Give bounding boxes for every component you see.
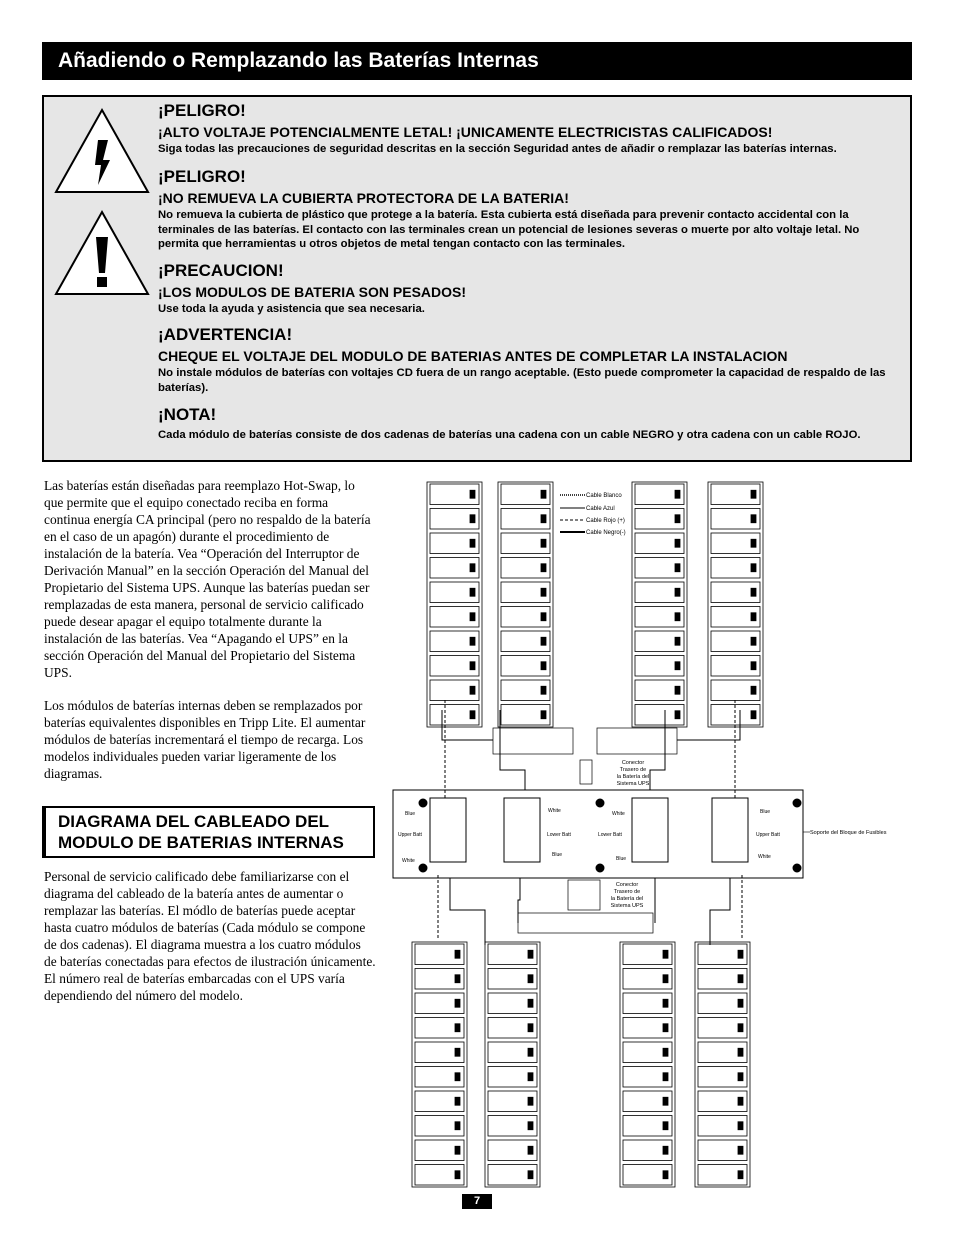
battery-terminal xyxy=(751,613,756,621)
battery-terminal xyxy=(738,1024,743,1032)
battery-terminal xyxy=(455,1097,460,1105)
battery-terminal xyxy=(675,564,680,572)
fuse-label-lower: Lower Batt xyxy=(547,832,571,838)
paragraph-hot-swap: Las baterías están diseñadas para reemplazo Hot-Swap, lo que permite que el equipo conectado reciba en forma continua energía CA principal (pero no respaldo de la batería en el caso de un apagón) durante el procedimiento de instalación de la batería. Vea “Operación del Interruptor de Derivación Manual” en la sección Operación del Manual del Propietario del Sistema UPS. Aunque las baterías puedan ser remplazadas de esta manera, personal de servicio calificado puede desear apagar el equipo totalmente durante la instalación de las baterías. Vea “Apagando el UPS” en la sección Operación del Manual del Propietario del Sistema UPS. xyxy=(44,478,371,680)
battery-terminal xyxy=(470,711,475,719)
battery-terminal xyxy=(738,1073,743,1081)
top-fuse-strip xyxy=(493,728,677,784)
battery-terminal xyxy=(455,975,460,983)
warning-text: Use toda la ayuda y asistencia que sea necesaria. xyxy=(158,303,425,315)
battery-terminal xyxy=(751,490,756,498)
battery-terminal xyxy=(528,950,533,958)
warning-peligro-2 xyxy=(158,167,903,252)
connector-label-line: Trasero de xyxy=(613,889,641,895)
battery-terminal xyxy=(675,686,680,694)
warning-heading: ¡PRECAUCION! xyxy=(158,261,284,280)
battery-terminal xyxy=(455,1146,460,1154)
fuse-label-upper: Upper Batt xyxy=(756,832,780,838)
battery-terminal xyxy=(738,1146,743,1154)
fuse-label-blue: Blue xyxy=(616,856,627,862)
warning-subheading: ¡NO REMUEVA LA CUBIERTA PROTECTORA DE LA BATERIA! xyxy=(158,190,569,206)
battery-terminal xyxy=(470,637,475,645)
battery-terminal xyxy=(541,662,546,670)
battery-terminal xyxy=(675,539,680,547)
warning-text: Siga todas las precauciones de seguridad descritas en la sección Seguridad antes de añadir o remplazar las baterías internas. xyxy=(158,143,837,155)
battery-terminal xyxy=(675,637,680,645)
battery-terminal xyxy=(738,975,743,983)
paragraph-modules: Los módulos de baterías internas deben se remplazados por baterías equivalentes disponibles en Tripp Lite. El aumentar módulos de baterías incrementará el tiempo de recarga. Los modelos individuales pueden variar ligeramente de los diagramas. xyxy=(44,698,366,781)
connector-label-line: Trasero de xyxy=(619,767,647,773)
battery-terminal xyxy=(528,1146,533,1154)
fuse-label-white: White xyxy=(612,811,625,817)
battery-terminal xyxy=(738,1097,743,1105)
battery-terminal xyxy=(675,588,680,596)
fuse-label-blue: Blue xyxy=(760,809,771,815)
battery-terminal xyxy=(470,515,475,523)
battery-terminal xyxy=(455,1122,460,1130)
section-heading-line-1: DIAGRAMA DEL CABLEADO DEL xyxy=(58,812,330,831)
battery-terminal xyxy=(470,588,475,596)
battery-terminal xyxy=(455,1024,460,1032)
battery-terminal xyxy=(663,1073,668,1081)
fuse-label-blue: Blue xyxy=(405,811,416,817)
battery-wiring-diagram xyxy=(390,470,920,1190)
fuse-label-white: White xyxy=(758,854,771,860)
fuse-label-blue: Blue xyxy=(552,852,563,858)
battery-terminal xyxy=(675,515,680,523)
warning-peligro-1 xyxy=(158,101,837,157)
battery-terminal xyxy=(738,999,743,1007)
battery-terminal xyxy=(738,1171,743,1179)
warning-box xyxy=(42,95,912,462)
fuse-label-white: White xyxy=(402,858,415,864)
connector-label-line: la Batería del xyxy=(610,896,644,902)
page-title: Añadiendo o Remplazando las Baterías Internas xyxy=(42,42,912,80)
battery-terminal xyxy=(751,515,756,523)
battery-terminal xyxy=(675,613,680,621)
legend-white-cable: Cable Blanco xyxy=(586,493,622,499)
fuse-label-upper: Upper Batt xyxy=(398,832,422,838)
wire-legend xyxy=(560,493,626,536)
connector-label-line: Sistema UPS xyxy=(610,903,644,909)
warning-heading: ¡PELIGRO! xyxy=(158,101,246,120)
battery-terminal xyxy=(455,1171,460,1179)
battery-terminal xyxy=(528,1171,533,1179)
battery-terminal xyxy=(675,490,680,498)
warning-subheading: ¡ALTO VOLTAJE POTENCIALMENTE LETAL! ¡UNICAMENTE ELECTRICISTAS CALIFICADOS! xyxy=(158,124,773,140)
battery-terminal xyxy=(528,1048,533,1056)
section-heading xyxy=(42,806,375,858)
warning-advertencia xyxy=(158,325,903,395)
battery-terminal xyxy=(541,490,546,498)
warning-heading: ¡NOTA! xyxy=(158,405,217,424)
battery-terminal xyxy=(455,950,460,958)
connector-label-line: Conector xyxy=(621,760,645,766)
battery-terminal xyxy=(541,613,546,621)
battery-terminal xyxy=(663,975,668,983)
battery-terminal xyxy=(528,1122,533,1130)
battery-terminal xyxy=(751,686,756,694)
connector-label-line: Sistema UPS xyxy=(616,781,650,787)
battery-terminal xyxy=(675,711,680,719)
battery-terminal xyxy=(455,1073,460,1081)
battery-terminal xyxy=(663,1146,668,1154)
battery-terminal xyxy=(528,1024,533,1032)
battery-terminal xyxy=(541,686,546,694)
battery-terminal xyxy=(541,539,546,547)
fuse-label-white: White xyxy=(548,808,561,814)
warning-text: No remueva la cubierta de plástico que protege a la batería. Esta cubierta está diseñada para prevenir contacto accidental con la terminales de las baterías. El contacto con las terminales crean un potencial de lesiones severas o muerte por alto voltaje letal. No permita que herramientas u otros objetos de metal tengan contacto con las terminales. xyxy=(158,209,860,250)
bottom-battery-modules xyxy=(412,942,750,1187)
fuse-holder-label: Soporte del Bloque de Fusibles xyxy=(810,830,887,836)
page-number: 7 xyxy=(462,1194,492,1209)
battery-terminal xyxy=(470,686,475,694)
battery-terminal xyxy=(528,975,533,983)
battery-terminal xyxy=(663,950,668,958)
warning-precaucion xyxy=(158,261,466,317)
battery-terminal xyxy=(528,1073,533,1081)
battery-terminal xyxy=(751,564,756,572)
battery-terminal xyxy=(541,515,546,523)
battery-terminal xyxy=(470,613,475,621)
battery-terminal xyxy=(470,490,475,498)
battery-terminal xyxy=(528,999,533,1007)
battery-terminal xyxy=(751,711,756,719)
battery-terminal xyxy=(455,1048,460,1056)
warning-heading: ¡ADVERTENCIA! xyxy=(158,325,293,344)
fuse-label-lower: Lower Batt xyxy=(598,832,622,838)
warning-heading: ¡PELIGRO! xyxy=(158,167,246,186)
warning-text: Cada módulo de baterías consiste de dos cadenas de baterías una cadena con un cable NEGRO y otra cadena con un cable ROJO. xyxy=(158,429,861,441)
battery-terminal xyxy=(541,588,546,596)
battery-terminal xyxy=(663,1171,668,1179)
battery-terminal xyxy=(751,637,756,645)
battery-terminal xyxy=(470,662,475,670)
battery-terminal xyxy=(663,1097,668,1105)
connector-label-top xyxy=(617,760,650,787)
exclamation-warning-icon xyxy=(52,207,152,299)
warning-nota xyxy=(158,405,861,443)
paragraph-diagram: Personal de servicio calificado debe familiarizarse con el diagrama del cableado de la batería antes de aumentar o remplazar las baterías. El módlo de baterías puede aceptar hasta cuatro módulos de baterías (Cada módulo se compone de dos cadenas). El diagrama muestra a los cuatro módulos de baterías conectadas para efectos de ilustración únicamente. El número real de baterías embarcadas con el UPS varía dependiendo del número del modelo. xyxy=(44,869,376,1003)
connector-label-line: Conector xyxy=(615,882,639,888)
high-voltage-warning-icon xyxy=(52,105,152,197)
warning-subheading: ¡LOS MODULOS DE BATERIA SON PESADOS! xyxy=(158,284,467,300)
battery-terminal xyxy=(541,711,546,719)
legend-red-cable: Cable Rojo (+) xyxy=(586,518,625,524)
battery-terminal xyxy=(455,999,460,1007)
battery-terminal xyxy=(751,539,756,547)
connector-label-bottom xyxy=(611,882,644,909)
legend-black-cable: Cable Negro(-) xyxy=(586,530,626,536)
battery-terminal xyxy=(738,950,743,958)
battery-terminal xyxy=(470,539,475,547)
battery-terminal xyxy=(751,662,756,670)
connector-label-line: la Batería del xyxy=(616,774,650,780)
warning-subheading: CHEQUE EL VOLTAJE DEL MODULO DE BATERIAS ANTES DE COMPLETAR LA INSTALACION xyxy=(158,348,788,364)
battery-terminal xyxy=(751,588,756,596)
battery-terminal xyxy=(541,564,546,572)
legend-blue-cable: Cable Azul xyxy=(586,506,615,512)
battery-terminal xyxy=(663,1048,668,1056)
battery-terminal xyxy=(738,1048,743,1056)
battery-terminal xyxy=(663,1122,668,1130)
battery-terminal xyxy=(675,662,680,670)
battery-terminal xyxy=(663,999,668,1007)
battery-terminal xyxy=(528,1097,533,1105)
warning-text: No instale módulos de baterías con voltajes CD fuera de un rango aceptable. (Esto puede comprometer la capacidad de respaldo de las baterías). xyxy=(158,367,886,394)
battery-terminal xyxy=(663,1024,668,1032)
battery-terminal xyxy=(738,1122,743,1130)
battery-terminal xyxy=(470,564,475,572)
section-heading-line-2: MODULO DE BATERIAS INTERNAS xyxy=(58,833,344,852)
battery-terminal xyxy=(541,637,546,645)
